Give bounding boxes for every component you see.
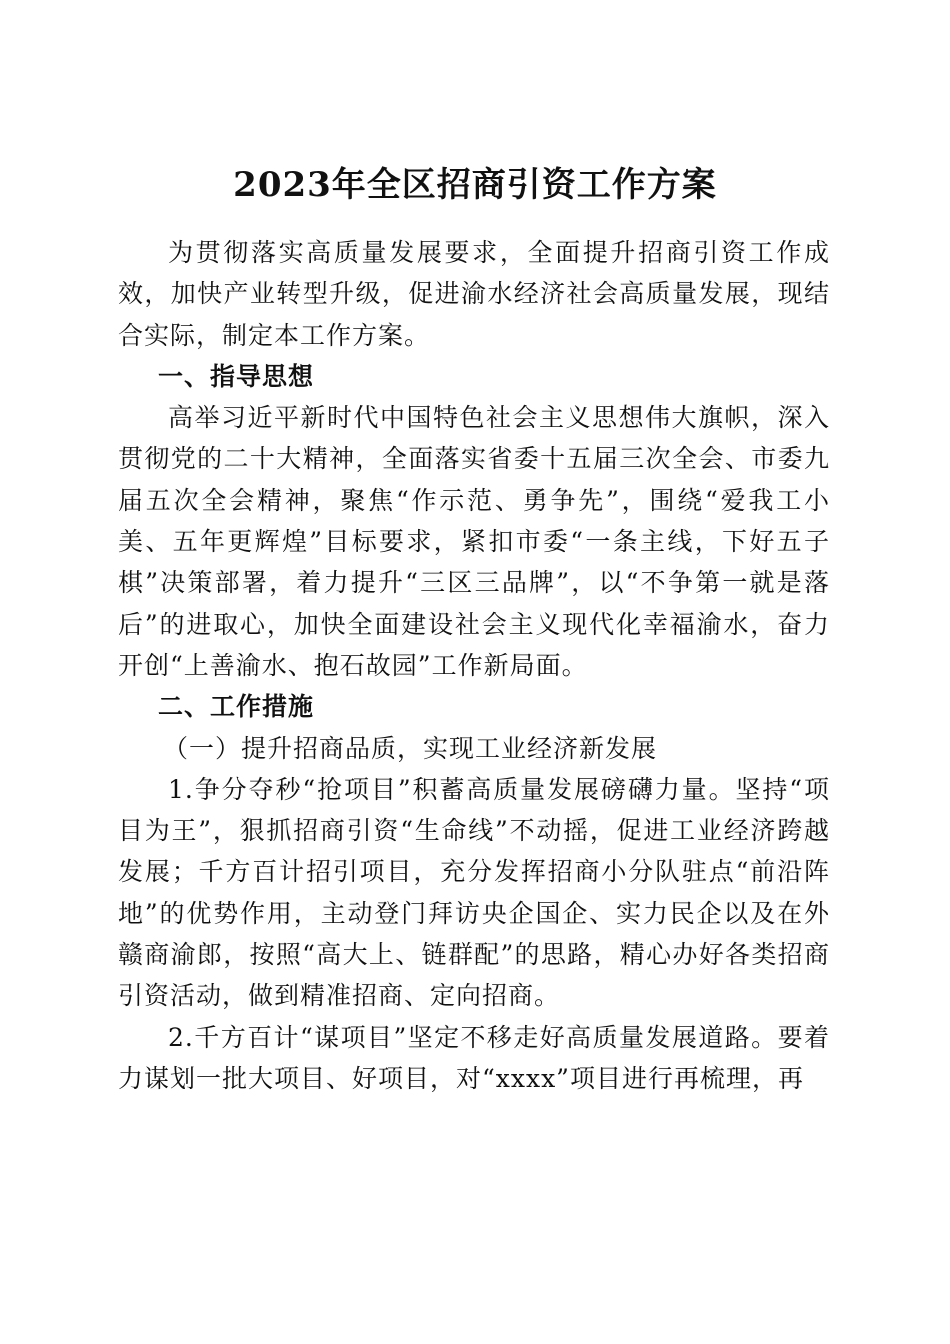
section-heading-guiding-ideology: 一、指导思想 [158,361,315,391]
subsection-heading: （一）提升招商品质，实现工业经济新发展 [163,733,658,763]
measure-item-1: 1.争分夺秒“抢项目”积蓄高质量发展磅礴力量。坚持“项目为王”，狠抓招商引资“生命线”不动摇，促进工业经济跨越发展；千方百计招引项目，充分发挥招商小分队驻点“前沿阵地”的优势作用，主动登门拜访央企国企、实力民企以及在外赣商渝郎，按照“高大上、链群配”的思路，精心办好各类招商引资活动，做到精准招商、定向招商。 [118,774,830,1011]
intro-paragraph: 为贯彻落实高质量发展要求，全面提升招商引资工作成效，加快产业转型升级，促进渝水经济社会高质量发展，现结合实际，制定本工作方案。 [118,238,830,350]
document-title: 2023年全区招商引资工作方案 [233,164,717,205]
guiding-ideology-paragraph: 高举习近平新时代中国特色社会主义思想伟大旗帜，深入贯彻党的二十大精神，全面落实省委十五届三次全会、市委九届五次全会精神，聚焦“作示范、勇争先”，围绕“爱我工小美、五年更辉煌”目标要求，紧扣市委“一条主线，下好五子棋”决策部署，着力提升“三区三品牌”，以“不争第一就是落后”的进取心，加快全面建设社会主义现代化幸福渝水，奋力开创“上善渝水、抱石故园”工作新局面。 [118,403,830,680]
document-body [118,232,830,1099]
section-heading-work-measures: 二、工作措施 [158,692,315,722]
measure-item-2: 2.千方百计“谋项目”坚定不移走好高质量发展道路。要着力谋划一批大项目、好项目，对“xxxx”项目进行再梳理，再 [118,1022,830,1093]
